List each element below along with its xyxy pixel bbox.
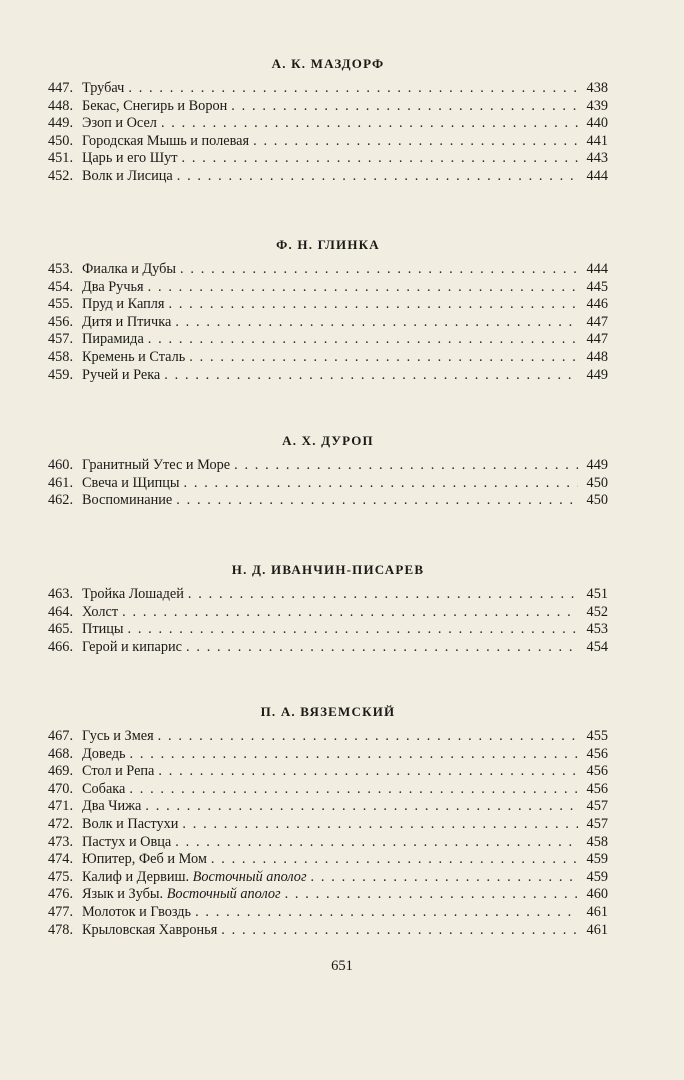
toc-entry[interactable] (48, 869, 608, 887)
dot-leader (148, 331, 578, 349)
entry-title: Юпитер, Феб и Мом (82, 851, 207, 868)
entry-number: 463. (48, 586, 74, 602)
entry-title-wrap (78, 834, 175, 852)
toc-entry[interactable] (48, 728, 608, 746)
toc-entry[interactable] (48, 367, 608, 385)
toc-entry[interactable] (48, 331, 608, 349)
entry-title: Трубач (82, 80, 125, 96)
entry-number: 448. (48, 97, 74, 114)
entry-title: Язык и Зубы. (82, 886, 164, 903)
dot-leader (158, 763, 578, 781)
entry-title-wrap (78, 886, 285, 904)
toc-entry[interactable] (48, 98, 608, 116)
dot-leader (221, 922, 578, 940)
entry-number: 477. (48, 903, 74, 920)
dot-leader (161, 115, 578, 133)
toc-entry[interactable] (48, 746, 608, 764)
dot-leader (253, 133, 578, 151)
entry-title-wrap (78, 475, 184, 493)
dot-leader (177, 168, 578, 186)
toc-entry[interactable] (48, 763, 608, 781)
entry-page-ref: 444 (586, 167, 608, 184)
toc-entry[interactable] (48, 492, 608, 510)
entry-page-ref: 459 (586, 868, 608, 885)
toc-entry[interactable] (48, 475, 608, 493)
entry-page-ref: 443 (586, 150, 608, 167)
entry-title-wrap (78, 279, 148, 297)
entry-number: 465. (48, 621, 74, 638)
toc-section (48, 427, 608, 510)
entry-number: 456. (48, 313, 74, 330)
entry-page-ref: 455 (586, 728, 608, 744)
entry-number: 472. (48, 815, 74, 832)
entry-title-wrap (78, 904, 195, 922)
dot-leader (182, 816, 578, 834)
entry-title: Калиф и Дервиш. (82, 868, 190, 885)
toc-section (48, 698, 608, 939)
entry-title-wrap (78, 115, 161, 133)
toc-entry[interactable] (48, 586, 608, 604)
toc-section (48, 50, 608, 186)
dot-leader (311, 869, 578, 887)
toc-entry[interactable] (48, 781, 608, 799)
entry-title-wrap (78, 746, 130, 764)
entry-title: Свеча и Щипцы (82, 474, 180, 491)
toc-entry[interactable] (48, 639, 608, 657)
dot-leader (184, 475, 578, 493)
toc-entry[interactable] (48, 314, 608, 332)
entry-page-ref: 452 (586, 603, 608, 620)
entry-title-wrap (78, 492, 176, 510)
entry-page-ref: 451 (586, 586, 608, 602)
entry-number: 460. (48, 457, 74, 473)
dot-leader (189, 349, 578, 367)
entry-page-ref: 445 (586, 278, 608, 295)
entry-title-wrap (78, 763, 158, 781)
dot-leader (195, 904, 578, 922)
entry-page-ref: 440 (586, 115, 608, 132)
entry-title: Эзоп и Осел (82, 115, 157, 132)
author-heading: Ф. Н. ГЛИНКА (276, 237, 380, 252)
toc-entry[interactable] (48, 621, 608, 639)
entry-title-wrap (78, 168, 177, 186)
entry-number: 450. (48, 132, 74, 149)
toc-entry[interactable] (48, 922, 608, 940)
entry-title-wrap (78, 314, 175, 332)
entry-title-wrap (78, 261, 180, 279)
entry-title: Воспоминание (82, 492, 173, 509)
entry-title: Два Чижа (82, 798, 142, 815)
entry-page-ref: 450 (586, 474, 608, 491)
entry-title-wrap (78, 798, 145, 816)
entry-page-ref: 456 (586, 745, 608, 762)
entry-title: Птицы (82, 621, 124, 638)
toc-entry[interactable] (48, 279, 608, 297)
entry-subtitle: Восточный аполог (192, 868, 307, 885)
entry-title-wrap (78, 80, 128, 98)
entry-title: Царь и его Шут (82, 150, 178, 167)
entry-title-wrap (78, 133, 253, 151)
entry-page-ref: 457 (586, 815, 608, 832)
dot-leader (231, 98, 578, 116)
entry-number: 459. (48, 366, 74, 383)
dot-leader (148, 279, 578, 297)
entry-page-ref: 450 (586, 492, 608, 509)
entry-title-wrap (78, 781, 129, 799)
entry-title: Молоток и Гвоздь (82, 903, 192, 920)
entry-title: Холст (82, 603, 119, 620)
entry-title: Два Ручья (82, 278, 144, 295)
entry-number: 447. (48, 80, 74, 96)
toc-entry[interactable] (48, 115, 608, 133)
entry-title: Дитя и Птичка (82, 313, 172, 330)
entry-title-wrap (78, 604, 122, 622)
entry-page-ref: 456 (586, 763, 608, 780)
entry-number: 466. (48, 638, 74, 655)
entry-number: 473. (48, 833, 74, 850)
toc-entry[interactable] (48, 886, 608, 904)
entry-page-ref: 457 (586, 798, 608, 815)
entry-page-ref: 449 (586, 457, 608, 473)
entry-number: 449. (48, 115, 74, 132)
dot-leader (145, 798, 578, 816)
entry-title: Пастух и Овца (82, 833, 172, 850)
toc-entry[interactable] (48, 349, 608, 367)
entry-title-wrap (78, 150, 182, 168)
dot-leader (285, 886, 578, 904)
toc-entry[interactable] (48, 851, 608, 869)
toc-entry[interactable] (48, 834, 608, 852)
dot-leader (182, 150, 578, 168)
entry-title-wrap (78, 639, 186, 657)
entry-page-ref: 444 (586, 261, 608, 277)
entry-number: 468. (48, 745, 74, 762)
entry-title-wrap (78, 296, 168, 314)
entry-number: 467. (48, 728, 74, 744)
dot-leader (175, 314, 578, 332)
dot-leader (188, 586, 578, 604)
toc-entry[interactable] (48, 816, 608, 834)
entry-number: 476. (48, 886, 74, 903)
toc-entry[interactable] (48, 168, 608, 186)
entry-number: 478. (48, 921, 74, 938)
entry-number: 452. (48, 167, 74, 184)
entry-title-wrap (78, 349, 189, 367)
entry-subtitle: Восточный аполог (166, 886, 281, 903)
entry-page-ref: 459 (586, 851, 608, 868)
entry-number: 469. (48, 763, 74, 780)
entry-title: Тройка Лошадей (82, 586, 184, 602)
dot-leader (129, 781, 578, 799)
entry-title: Гусь и Змея (82, 728, 154, 744)
entry-number: 461. (48, 474, 74, 491)
dot-leader (164, 367, 578, 385)
entry-page-ref: 460 (586, 886, 608, 903)
entry-title-wrap (78, 922, 221, 940)
entry-page-ref: 453 (586, 621, 608, 638)
entry-number: 454. (48, 278, 74, 295)
entry-number: 453. (48, 261, 74, 277)
author-heading: А. К. МАЗДОРФ (271, 56, 385, 71)
entry-page-ref: 461 (586, 903, 608, 920)
entry-title: Собака (82, 780, 126, 797)
entry-number: 451. (48, 150, 74, 167)
toc-entry[interactable] (48, 150, 608, 168)
entry-page-ref: 448 (586, 348, 608, 365)
entry-number: 462. (48, 492, 74, 509)
entry-title-wrap (78, 851, 211, 869)
toc-section (48, 231, 608, 384)
dot-leader (175, 834, 578, 852)
dot-leader (128, 80, 578, 98)
toc-entry[interactable] (48, 798, 608, 816)
dot-leader (158, 728, 578, 746)
entry-title-wrap (78, 367, 164, 385)
entry-page-ref: 458 (586, 833, 608, 850)
entry-title: Гранитный Утес и Море (82, 457, 231, 473)
entry-title: Ручей и Река (82, 366, 161, 383)
entry-title: Пирамида (82, 331, 144, 348)
entry-number: 470. (48, 780, 74, 797)
author-heading: Н. Д. ИВАНЧИН-ПИСАРЕВ (231, 562, 425, 577)
dot-leader (168, 296, 578, 314)
dot-leader (211, 851, 578, 869)
entry-page-ref: 449 (586, 366, 608, 383)
dot-leader (234, 457, 578, 475)
entry-page-ref: 447 (586, 313, 608, 330)
entry-number: 464. (48, 603, 74, 620)
entry-title-wrap (78, 586, 188, 604)
dot-leader (180, 261, 578, 279)
entry-number: 455. (48, 296, 74, 313)
entry-title: Фиалка и Дубы (82, 261, 177, 277)
entry-title: Пруд и Капля (82, 296, 165, 313)
entry-page-ref: 461 (586, 921, 608, 938)
entry-title: Доведь (82, 745, 126, 762)
entry-page-ref: 438 (586, 80, 608, 96)
entry-title-wrap (78, 869, 311, 887)
entry-title: Кремень и Сталь (82, 348, 186, 365)
entry-title-wrap (78, 457, 234, 475)
entry-number: 458. (48, 348, 74, 365)
toc-entry[interactable] (48, 296, 608, 314)
entry-number: 474. (48, 851, 74, 868)
entry-title-wrap (78, 728, 158, 746)
entry-title: Крыловская Хавронья (82, 921, 218, 938)
entry-page-ref: 439 (586, 97, 608, 114)
dot-leader (127, 621, 578, 639)
author-heading: П. А. ВЯЗЕМСКИЙ (260, 704, 396, 719)
dot-leader (130, 746, 578, 764)
entry-title-wrap (78, 621, 127, 639)
entry-title: Городская Мышь и полевая (82, 132, 250, 149)
entry-title-wrap (78, 98, 231, 116)
author-heading: А. Х. ДУРОП (282, 433, 374, 448)
entry-title: Волк и Лисица (82, 167, 173, 184)
entry-page-ref: 454 (586, 638, 608, 655)
toc-entry[interactable] (48, 80, 608, 98)
entry-title: Герой и кипарис (82, 638, 183, 655)
entry-title-wrap (78, 331, 148, 349)
entry-page-ref: 447 (586, 331, 608, 348)
toc-section (48, 556, 608, 656)
entry-number: 475. (48, 868, 74, 885)
entry-title: Волк и Пастухи (82, 815, 179, 832)
toc-entry[interactable] (48, 261, 608, 279)
entry-number: 457. (48, 331, 74, 348)
entry-number: 471. (48, 798, 74, 815)
toc-entry[interactable] (48, 457, 608, 475)
entry-page-ref: 441 (586, 132, 608, 149)
dot-leader (186, 639, 578, 657)
entry-page-ref: 446 (586, 296, 608, 313)
entry-title-wrap (78, 816, 182, 834)
entry-page-ref: 456 (586, 780, 608, 797)
entry-title: Стол и Репа (82, 763, 155, 780)
toc-entry[interactable] (48, 904, 608, 922)
toc-entry[interactable] (48, 133, 608, 151)
entry-title: Бекас, Снегирь и Ворон (82, 97, 228, 114)
dot-leader (122, 604, 578, 622)
dot-leader (176, 492, 578, 510)
toc-entry[interactable] (48, 604, 608, 622)
page-number: 651 (331, 958, 353, 974)
